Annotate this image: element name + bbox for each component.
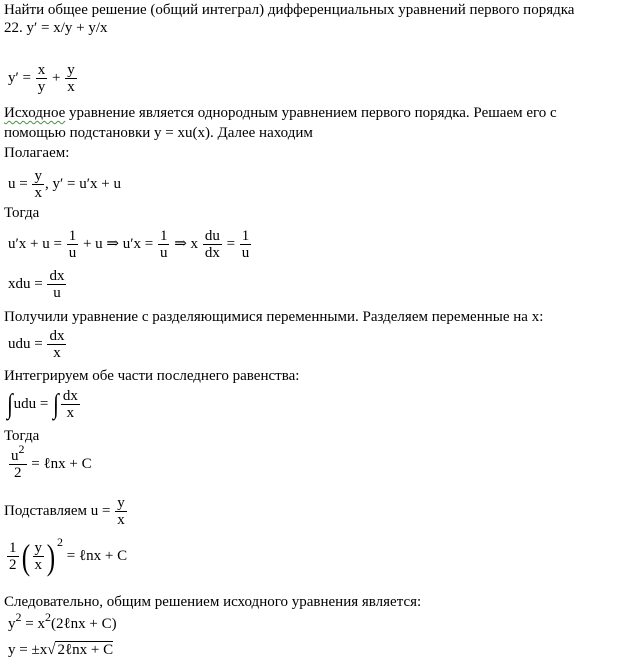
eq4-fraction: $\frac{dx}{u}$ xyxy=(49,268,65,301)
eq7-fraction: $\frac{u^2}{2}$ xyxy=(11,442,25,481)
eq3-fraction-3: $\frac{du}{dx}$ xyxy=(204,228,220,261)
label-togda-2: Тогда xyxy=(4,428,40,444)
task-title: Найти общее решение (общий интеграл) дифференциальных уравнений первого порядка xyxy=(4,2,575,18)
eq1-lhs: y′ = xyxy=(8,69,31,86)
eq1-fraction-a: $\frac{x}{y}$ xyxy=(37,62,46,95)
eq6-fraction: $\frac{dx}{x}$ xyxy=(62,388,78,421)
text-separable: Получили уравнение с разделяющимися переменными. Разделяем переменные на x: xyxy=(4,309,544,325)
equation-general-solution: $y^2$ = $x^2(2\ell nx + C)$ xyxy=(8,610,117,632)
eq1-plus: + xyxy=(52,69,61,86)
equation-back-substitute: Подставляем u = $\frac{y}{x}$ xyxy=(4,495,125,528)
eq3-fraction-4: $\frac{1}{u}$ xyxy=(241,228,250,261)
text-homogeneous-line1: Исходное уравнение является однородным уравнением первого порядка. Решаем его с xyxy=(4,105,557,121)
text-integrate: Интегрируем обе части последнего равенства: xyxy=(4,368,300,384)
equation-derivation: u′x + u = $\frac{1}{u}$ + u ⇒ u′x = $\frac{1}{u}$ ⇒ x $\frac{du}{dx}$ = $\frac{1}{u}$ xyxy=(8,228,250,261)
integral-sign: ∫ xyxy=(6,388,13,420)
eq3-fraction-2: $\frac{1}{u}$ xyxy=(159,228,168,261)
eq5-fraction: $\frac{dx}{x}$ xyxy=(49,328,65,361)
spellcheck-word: Исходное xyxy=(4,105,66,121)
label-togda-1: Тогда xyxy=(4,205,40,221)
equation-substituted: $\frac{1}{2}$ ( $\frac{y}{x}$ ) $^2$ = ℓnx + C xyxy=(9,534,128,577)
equation-udu: udu = $\frac{dx}{x}$ xyxy=(8,328,65,361)
equation-original xyxy=(8,62,78,95)
integral-sign: ∫ xyxy=(53,388,59,420)
radicand: 2ℓnx + C xyxy=(57,642,114,658)
eq2-fraction: $\frac{y}{x}$ xyxy=(34,168,42,201)
eq3-fraction-1: $\frac{1}{u}$ xyxy=(68,228,77,261)
problem-statement: 22. y′ = x/y + y/x xyxy=(4,20,108,36)
text-conclusion: Следовательно, общим решением исходного уравнения является: xyxy=(4,594,422,610)
equation-xdu: xdu = $\frac{dx}{u}$ xyxy=(8,268,65,301)
equation-integral: ∫udu = ∫ $\frac{dx}{x}$ xyxy=(6,388,78,421)
eq8-fraction: $\frac{y}{x}$ xyxy=(117,495,125,528)
eq9-fraction-half: $\frac{1}{2}$ xyxy=(9,540,17,573)
eq1-fraction-b: $\frac{y}{x}$ xyxy=(67,62,75,95)
equation-substitution: u = $\frac{y}{x}$ , y′ = u′x + u xyxy=(8,168,121,201)
radical-sign: √ xyxy=(47,642,56,658)
equation-explicit-solution: y = ±x√ 2ℓnx + C xyxy=(8,642,114,658)
eq9-fraction-inner: $\frac{y}{x}$ xyxy=(34,540,42,573)
left-paren: ( xyxy=(21,536,30,577)
label-polagaem: Полагаем: xyxy=(4,145,70,161)
equation-integrated: $\frac{u^2}{2}$ = ℓnx + C xyxy=(11,442,92,481)
text-homogeneous-line2: помощью подстановки y = xu(x). Далее находим xyxy=(4,125,313,141)
right-paren: ) xyxy=(46,536,56,577)
